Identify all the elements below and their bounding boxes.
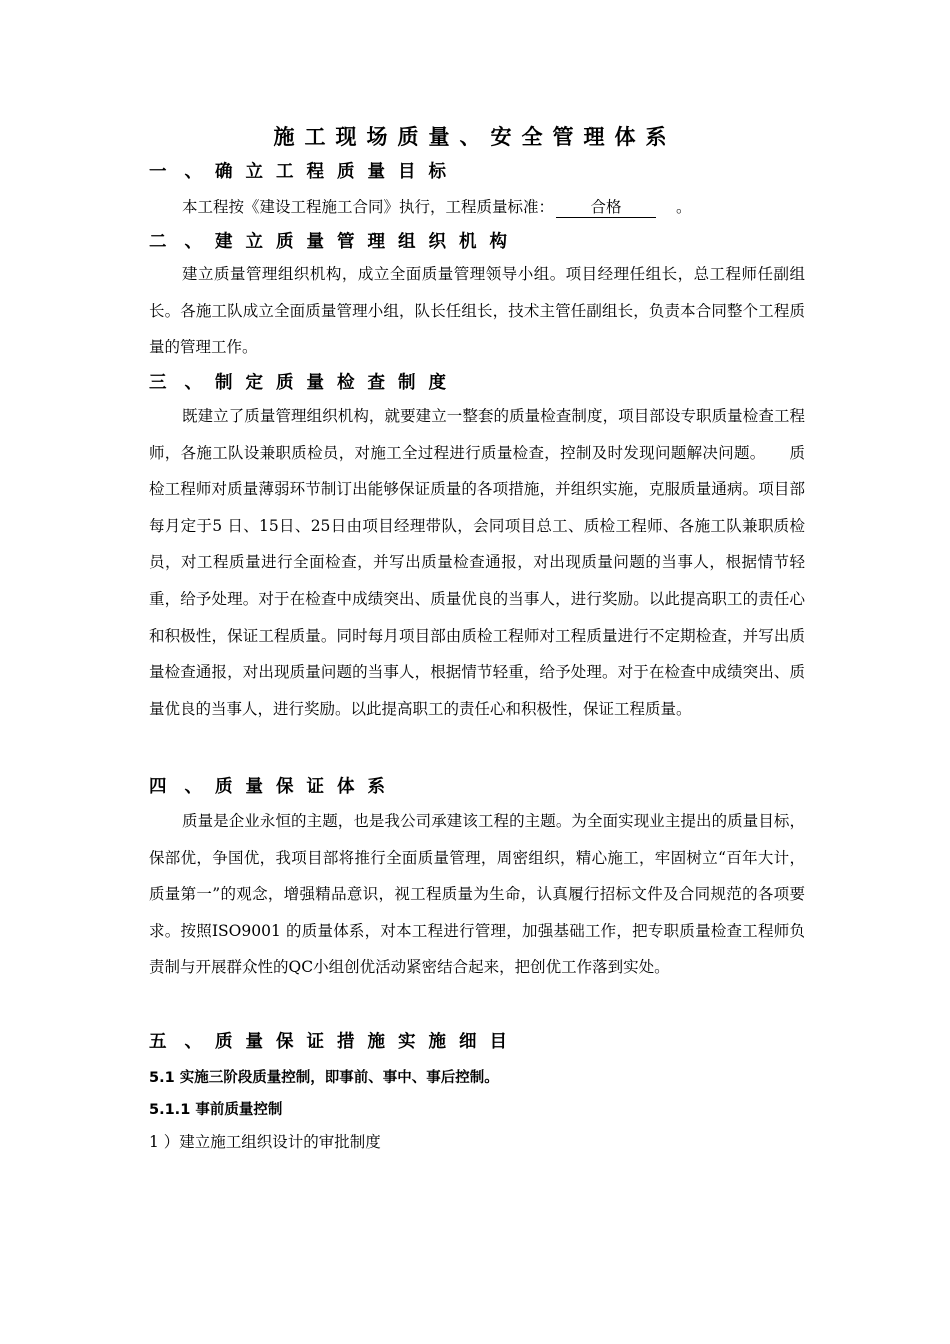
section-title: 制定质量检查制度 (215, 373, 459, 393)
section-title: 质量保证体系 (215, 777, 398, 797)
section-number: 三、 (149, 373, 220, 393)
quality-standard-suffix: 。 (676, 198, 692, 216)
section-title: 建立质量管理组织机构 (215, 232, 520, 252)
section-heading-2 (149, 229, 520, 255)
subsection-5-1-1: 5.1.1 事前质量控制 (149, 1102, 283, 1118)
section-number: 二、 (149, 232, 220, 252)
section-number: 一、 (149, 162, 220, 182)
section-heading-4 (149, 774, 398, 800)
section-title: 确立工程质量目标 (215, 162, 459, 182)
section-2-paragraph: 建立质量管理组织机构，成立全面质量管理领导小组。项目经理任组长，总工程师任副组长。各施工队成立全面质量管理小组，队长任组长，技术主管任副组长，负责本合同整个工程质量的管理工作。 (149, 265, 805, 357)
list-item-1: 1 ）建立施工组织设计的审批制度 (149, 1133, 381, 1151)
section-heading-3 (149, 370, 459, 396)
document-title: 施工现场质量、安全管理体系 (273, 125, 677, 149)
section-3-paragraph: 既建立了质量管理组织机构，就要建立一整套的质量检查制度，项目部设专职质量检查工程师，各施工队设兼职质检员，对施工全过程进行质量检查，控制及时发现问题解决问题。 质检工程师对质量薄弱环节制订出能够保证质量的各项措施，并组织实施，克服质量通病。项目部每月定于5 日、15日、25日由项目经理带队，会同项目总工、质检工程师、各施工队兼职质检员，对工程质量进行全面检查，并写出质量检查通报，对出现质量问题的当事人，根据情节轻重，给予处理。对于在检查中成绩突出、质量优良的当事人，进行奖励。以此提高职工的责任心和积极性，保证工程质量。同时每月项目部由质检工程师对工程质量进行不定期检查，并写出质量检查通报，对出现质量问题的当事人，根据情节轻重，给予处理。对于在检查中成绩突出、质量优良的当事人，进行奖励。以此提高职工的责任心和积极性，保证工程质量。 (149, 407, 805, 718)
section-heading-1 (149, 159, 459, 185)
section-title: 质量保证措施实施细目 (215, 1032, 520, 1052)
section-heading-5 (149, 1029, 520, 1055)
quality-standard-prefix: 本工程按《建设工程施工合同》执行，工程质量标准： (182, 198, 555, 216)
section-number: 五、 (149, 1032, 220, 1052)
subsection-5-1: 5.1 实施三阶段质量控制，即事前、事中、事后控制。 (149, 1070, 499, 1086)
quality-standard-value: 合格 (556, 197, 656, 218)
quality-standard-line (182, 194, 692, 220)
section-number: 四、 (149, 777, 220, 797)
section-4-paragraph: 质量是企业永恒的主题，也是我公司承建该工程的主题。为全面实现业主提出的质量目标，保部优，争国优，我项目部将推行全面质量管理，周密组织，精心施工，牢固树立“百年大计，质量第一”的观念，增强精品意识，视工程质量为生命，认真履行招标文件及合同规范的各项要求。按照ISO9001 的质量体系，对本工程进行管理，加强基础工作，把专职质量检查工程师负责制与开展群众性的QC小组创优活动紧密结合起来，把创优工作落到实处。 (149, 812, 805, 977)
